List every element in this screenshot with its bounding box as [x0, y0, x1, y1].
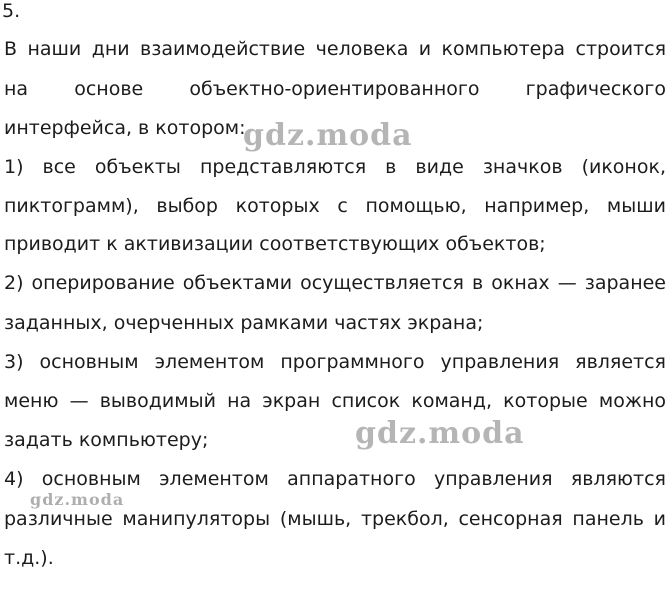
watermark: gdz.moda	[30, 490, 125, 509]
text-line-12: 4) основным элементом аппаратного управления являются	[4, 468, 666, 490]
text-line-5: пиктограмм), выбор которых с помощью, например, мыши	[4, 195, 666, 217]
text-line-2: на основе объектно-ориентированного графического	[4, 78, 666, 100]
text-line-4: 1) все объекты представляются в виде значков (иконок,	[4, 156, 666, 178]
text-line-13: различные манипуляторы (мышь, трекбол, сенсорная панель и	[4, 508, 666, 530]
watermark: gdz.moda	[243, 118, 413, 153]
text-line-14: т.д.).	[4, 547, 54, 569]
text-line-11: задать компьютеру;	[4, 429, 209, 451]
text-line-7: 2) оперирование объектами осуществляется в окнах — заранее	[4, 272, 666, 294]
text-line-9: 3) основным элементом программного управления является	[4, 351, 666, 373]
text-line-3: интерфейса, в котором:	[4, 117, 246, 139]
text-line-10: меню — выводимый на экран список команд, которые можно	[4, 390, 666, 412]
watermark: gdz.moda	[355, 416, 525, 451]
text-line-8: заданных, очерченных рамками частях экрана;	[4, 312, 484, 334]
text-line-1: В наши дни взаимодействие человека и компьютера строится	[4, 38, 666, 60]
task-number: 5.	[2, 0, 21, 22]
text-line-6: приводит к активизации соответствующих объектов;	[4, 233, 546, 255]
